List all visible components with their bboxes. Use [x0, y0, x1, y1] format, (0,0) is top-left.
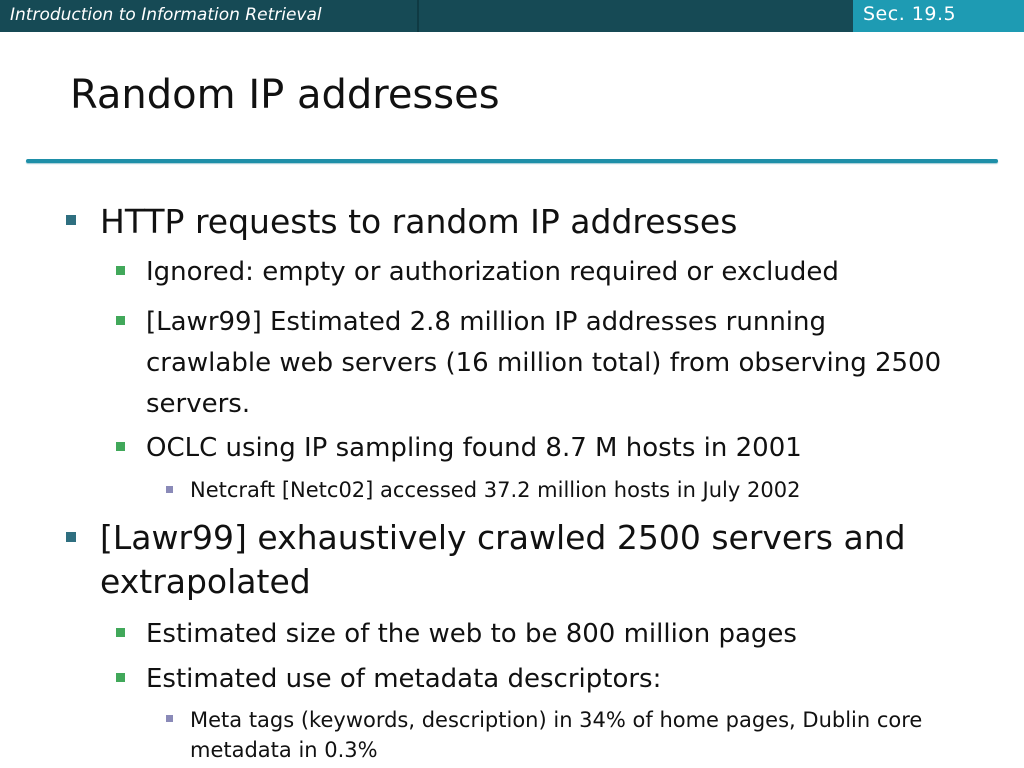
bullet-meta-tags: Meta tags (keywords, description) in 34% of home pages, Dublin core metadata in 0.3% — [190, 708, 923, 762]
bullet-netcraft: Netcraft [Netc02] accessed 37.2 million hosts in July 2002 — [190, 478, 801, 502]
course-title: Introduction to Information Retrieval — [10, 5, 322, 25]
bullet-ignored: Ignored: empty or authorization required or excluded — [146, 257, 839, 287]
bullet-oclc: OCLC using IP sampling found 8.7 M hosts in 2001 — [146, 433, 802, 463]
square-bullet-icon — [166, 486, 173, 493]
title-underline — [26, 159, 998, 163]
section-badge — [853, 0, 1024, 32]
header-divider — [417, 0, 419, 32]
square-bullet-icon — [116, 266, 125, 275]
square-bullet-icon — [116, 628, 125, 637]
square-bullet-icon — [66, 215, 76, 225]
slide-title: Random IP addresses — [70, 72, 500, 118]
bullet-exhaustive-crawl: [Lawr99] exhaustively crawled 2500 servers and extrapolated — [100, 518, 906, 601]
section-label: Sec. 19.5 — [863, 3, 957, 25]
square-bullet-icon — [116, 442, 125, 451]
header-bar — [0, 0, 1024, 32]
bullet-http-requests: HTTP requests to random IP addresses — [100, 202, 738, 241]
bullet-lawr99-estimate: [Lawr99] Estimated 2.8 million IP addresses running crawlable web servers (16 million total) from observing 2500 servers. — [146, 307, 942, 419]
square-bullet-icon — [116, 316, 125, 325]
square-bullet-icon — [166, 715, 173, 722]
bullet-web-size: Estimated size of the web to be 800 million pages — [146, 619, 797, 649]
bullet-metadata-use: Estimated use of metadata descriptors: — [146, 664, 662, 694]
square-bullet-icon — [66, 532, 76, 542]
square-bullet-icon — [116, 673, 125, 682]
